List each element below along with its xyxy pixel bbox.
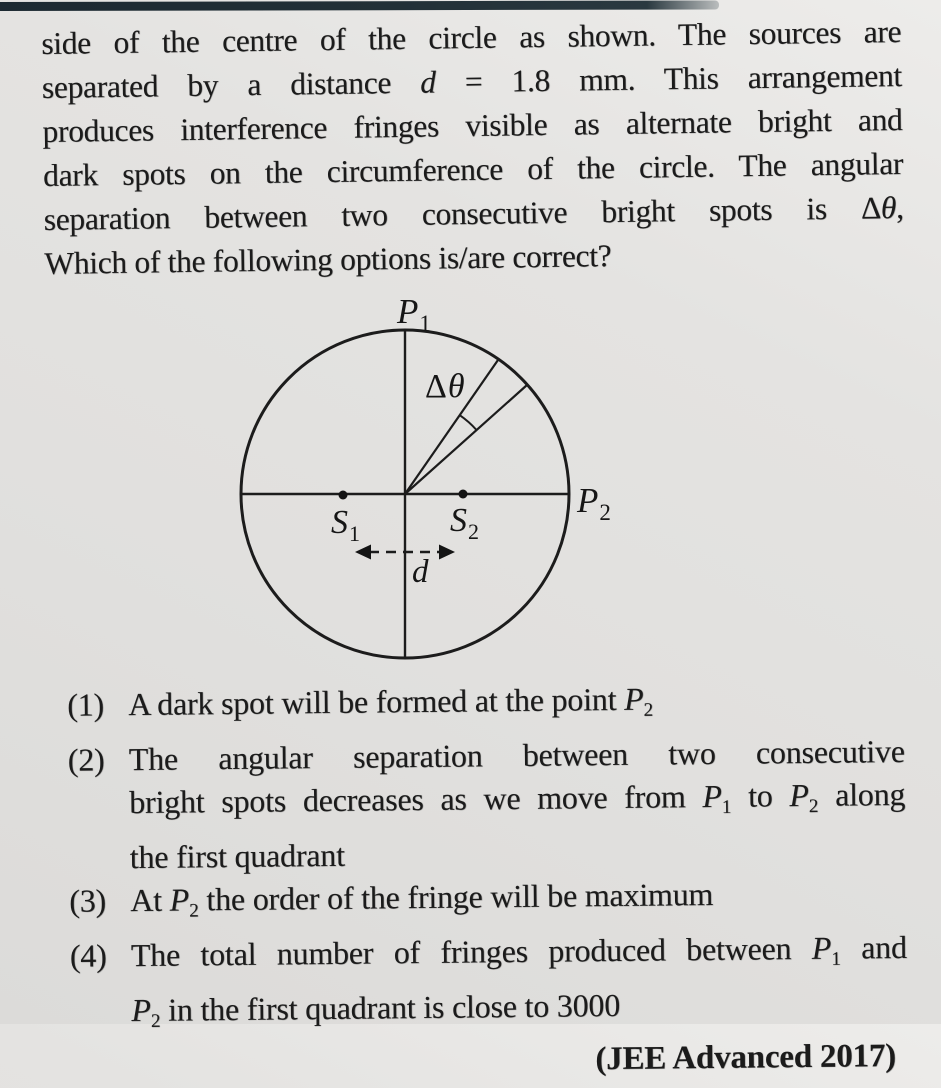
option-text bbox=[129, 730, 906, 880]
option-row-4 bbox=[43, 926, 908, 1044]
option-text bbox=[131, 926, 908, 1043]
label-p2: $P_2$ bbox=[577, 481, 611, 525]
paragraph-line: side of the centre of the circle as shown. The sources are bbox=[41, 13, 902, 61]
source-dot-s1 bbox=[339, 491, 348, 500]
source-attribution: (JEE Advanced 2017) bbox=[595, 1038, 897, 1078]
fringe-ray-2 bbox=[405, 385, 527, 494]
options-list bbox=[40, 675, 908, 1088]
option-label: (2) bbox=[67, 740, 105, 778]
label-d: d bbox=[412, 554, 429, 590]
option-line: P2 in the first quadrant is close to 3000 bbox=[131, 986, 621, 1032]
diagram-svg bbox=[228, 288, 640, 680]
angle-arc bbox=[460, 415, 477, 430]
distance-arrow-right-head bbox=[439, 545, 455, 560]
option-label: (1) bbox=[67, 686, 105, 723]
paragraph-line: separated by a distance d = 1.8 mm. This arrangement bbox=[41, 57, 903, 105]
option-label: (4) bbox=[69, 937, 107, 974]
paragraph-line: separation between two consecutive bright spots is Δθ, bbox=[43, 189, 904, 237]
option-text bbox=[128, 675, 905, 738]
scan-artifact-bar bbox=[0, 0, 719, 11]
option-row-2 bbox=[41, 730, 906, 881]
option-row-1 bbox=[40, 675, 905, 739]
label-s2: $S_2$ bbox=[450, 502, 479, 544]
source-dot-s2 bbox=[459, 490, 468, 499]
option-line: the first quadrant bbox=[129, 836, 345, 875]
interference-circle-diagram bbox=[228, 288, 640, 680]
paragraph-line: Which of the following options is/are correct? bbox=[44, 238, 612, 281]
option-line: The total number of fringes produced between P1 and bbox=[130, 928, 907, 973]
label-s1: $S_1$ bbox=[331, 504, 360, 546]
option-line: A dark spot will be formed at the point P2 bbox=[128, 680, 654, 723]
option-text bbox=[130, 871, 907, 934]
option-line: bright spots decreases as we move from P1 to P2 along bbox=[129, 776, 906, 821]
label-delta-theta: Δθ bbox=[425, 368, 465, 405]
distance-arrow-left-head bbox=[355, 545, 371, 560]
option-line: At P2 the order of the fringe will be maximum bbox=[130, 876, 714, 922]
question-paragraph bbox=[41, 10, 905, 286]
label-p1: $P_1$ bbox=[397, 292, 431, 336]
paragraph-line: dark spots on the circumference of the circle. The angular bbox=[42, 145, 904, 193]
option-row-3 bbox=[42, 871, 907, 935]
option-line: The angular separation between two consecutive bbox=[128, 732, 905, 777]
option-label: (3) bbox=[69, 882, 107, 919]
paragraph-line: produces interference fringes visible as alternate bright and bbox=[42, 101, 903, 149]
